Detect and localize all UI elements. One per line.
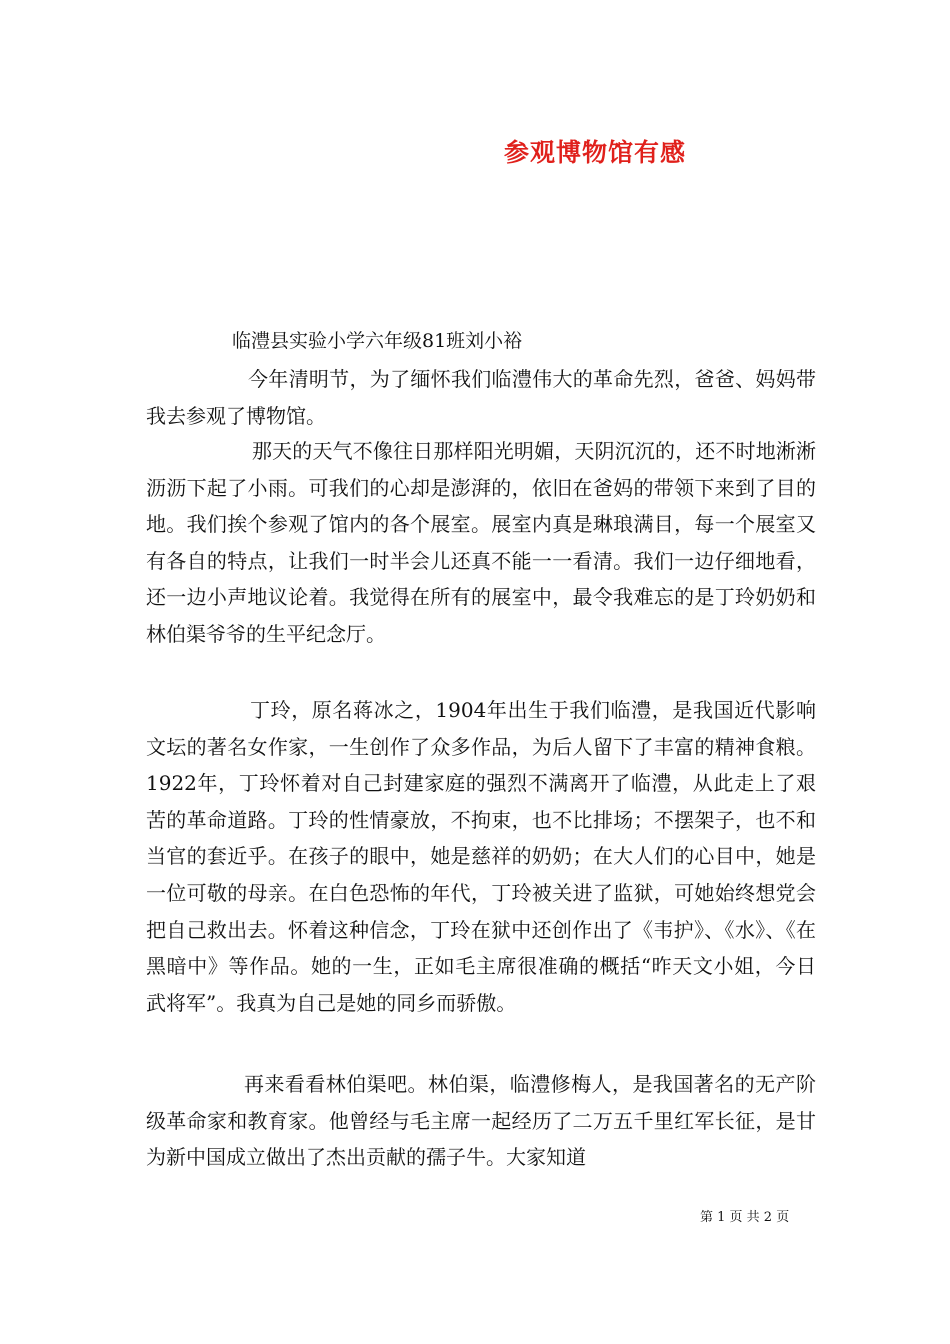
author-line: 临澧县实验小学六年级81班刘小裕: [232, 330, 523, 352]
page-footer: 第 1 页 共 2 页: [700, 1210, 790, 1225]
paragraph-1: 今年清明节，为了缅怀我们临澧伟大的革命先烈，爸爸、妈妈带我去参观了博物馆。: [146, 367, 816, 428]
paragraph-3: 丁玲，原名蒋冰之，1904年出生于我们临澧，是我国近代影响文坛的著名女作家，一生创作了众多作品，为后人留下了丰富的精神食粮。1922年，丁玲怀着对自己封建家庭的强烈不满离开了临澧，从此走上了艰苦的革命道路。丁玲的性情豪放，不拘束，也不比排场；不摆架子，也不和当官的套近乎。在孩子的眼中，她是慈祥的奶奶；在大人们的心目中，她是一位可敬的母亲。在白色恐怖的年代，丁玲被关进了监狱，可她始终想党会把自己救出去。怀着这种信念，丁玲在狱中还创作出了《韦护》、《水》、《在黑暗中》等作品。她的一生，正如毛主席很准确的概括“昨天文小姐，今日武将军”。我真为自己是她的同乡而骄傲。: [146, 698, 816, 1015]
document-title: 参观博物馆有感: [503, 138, 686, 167]
paragraph-4: 再来看看林伯渠吧。林伯渠，临澧修梅人，是我国著名的无产阶级革命家和教育家。他曾经与毛主席一起经历了二万五千里红军长征，是甘为新中国成立做出了杰出贡献的孺子牛。大家知道: [146, 1072, 816, 1170]
paragraph-2: 那天的天气不像往日那样阳光明媚，天阴沉沉的，还不时地淅淅沥沥下起了小雨。可我们的心却是澎湃的，依旧在爸妈的带领下来到了目的地。我们挨个参观了馆内的各个展室。展室内真是琳琅满目，每一个展室又有各自的特点，让我们一时半会儿还真不能一一看清。我们一边仔细地看，还一边小声地议论着。我觉得在所有的展室中，最令我难忘的是丁玲奶奶和林伯渠爷爷的生平纪念厅。: [146, 439, 816, 646]
